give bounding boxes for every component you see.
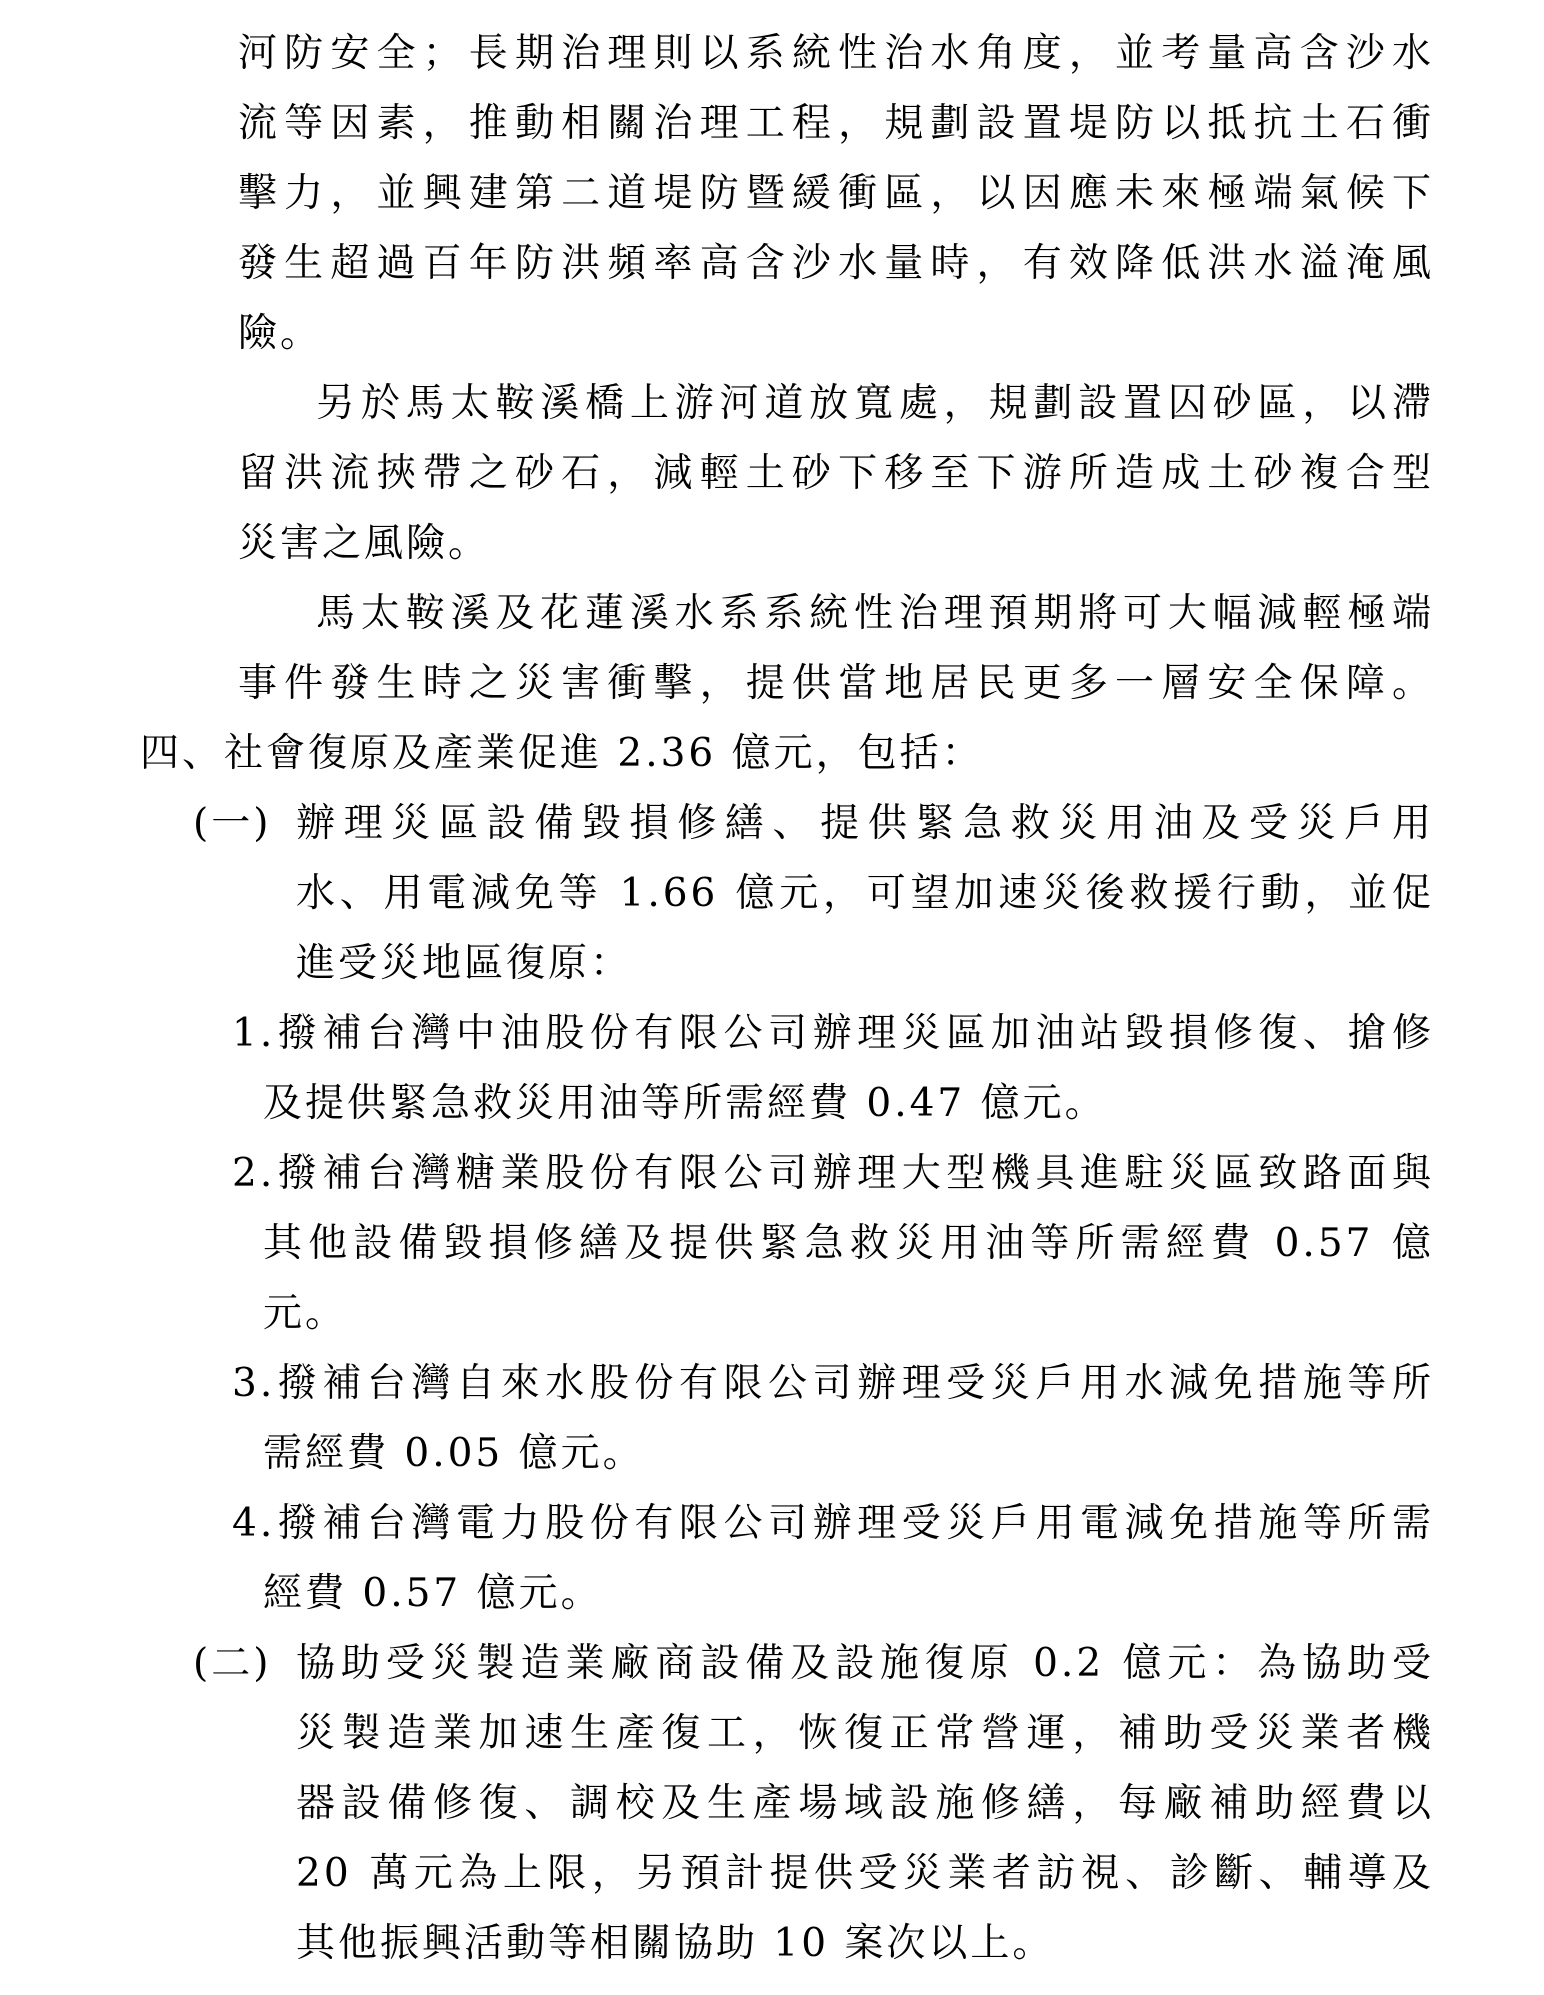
item-two-line-4: 20 萬元為上限，另預計提供受災業者訪視、診斷、輔導及: [296, 1851, 1434, 1896]
sand-trap-line-3: 災害之風險。: [238, 521, 491, 566]
item-one-marker: (一): [193, 801, 272, 846]
sub-item-1-line-1: 1.撥補台灣中油股份有限公司辦理災區加油站毀損修復、搶修: [232, 1011, 1434, 1056]
intro-line-4: 發生超過百年防洪頻率高含沙水量時，有效降低洪水溢淹風: [238, 241, 1434, 286]
item-two-line-1: 協助受災製造業廠商設備及設施復原 0.2 億元：為協助受: [296, 1641, 1434, 1686]
sub-item-4-line-1: 4.撥補台灣電力股份有限公司辦理受災戶用電減免措施等所需: [232, 1501, 1434, 1546]
intro-line-2: 流等因素，推動相關治理工程，規劃設置堤防以抵抗土石衝: [238, 101, 1434, 146]
sub-item-2-line-1: 2.撥補台灣糖業股份有限公司辦理大型機具進駐災區致路面與: [232, 1151, 1434, 1196]
sub-item-2-line-2: 其他設備毀損修繕及提供緊急救災用油等所需經費 0.57 億: [263, 1221, 1434, 1266]
intro-line-1: 河防安全；長期治理則以系統性治水角度，並考量高含沙水: [238, 31, 1434, 76]
sub-item-2-line-3: 元。: [263, 1291, 348, 1336]
intro-line-3: 擊力，並興建第二道堤防暨緩衝區，以因應未來極端氣候下: [238, 171, 1434, 216]
system-line-1: 馬太鞍溪及花蓮溪水系系統性治理預期將可大幅減輕極端: [316, 591, 1434, 636]
item-one-line-3: 進受災地區復原：: [296, 941, 633, 986]
sub-item-4-line-2: 經費 0.57 億元。: [263, 1571, 603, 1616]
sand-trap-line-2: 留洪流挾帶之砂石，減輕土砂下移至下游所造成土砂複合型: [238, 451, 1434, 496]
sub-item-3-line-2: 需經費 0.05 億元。: [263, 1431, 645, 1476]
sub-item-3-line-1: 3.撥補台灣自來水股份有限公司辦理受災戶用水減免措施等所: [232, 1361, 1434, 1406]
item-two-line-5: 其他振興活動等相關協助 10 案次以上。: [296, 1921, 1055, 1966]
sand-trap-line-1: 另於馬太鞍溪橋上游河道放寬處，規劃設置囚砂區，以滯: [316, 381, 1434, 426]
item-one-line-1: 辦理災區設備毀損修繕、提供緊急救災用油及受災戶用: [296, 801, 1434, 846]
intro-line-5: 險。: [238, 311, 323, 356]
item-two-line-2: 災製造業加速生產復工，恢復正常營運，補助受災業者機: [296, 1711, 1434, 1756]
item-one-line-2: 水、用電減免等 1.66 億元，可望加速災後救援行動，並促: [296, 871, 1434, 916]
section-four-heading: 四、社會復原及產業促進 2.36 億元，包括：: [140, 731, 984, 776]
item-two-line-3: 器設備修復、調校及生產場域設施修繕，每廠補助經費以: [296, 1781, 1434, 1826]
system-line-2: 事件發生時之災害衝擊，提供當地居民更多一層安全保障。: [238, 661, 1434, 706]
sub-item-1-line-2: 及提供緊急救災用油等所需經費 0.47 億元。: [263, 1081, 1107, 1126]
item-two-marker: (二): [193, 1641, 272, 1686]
